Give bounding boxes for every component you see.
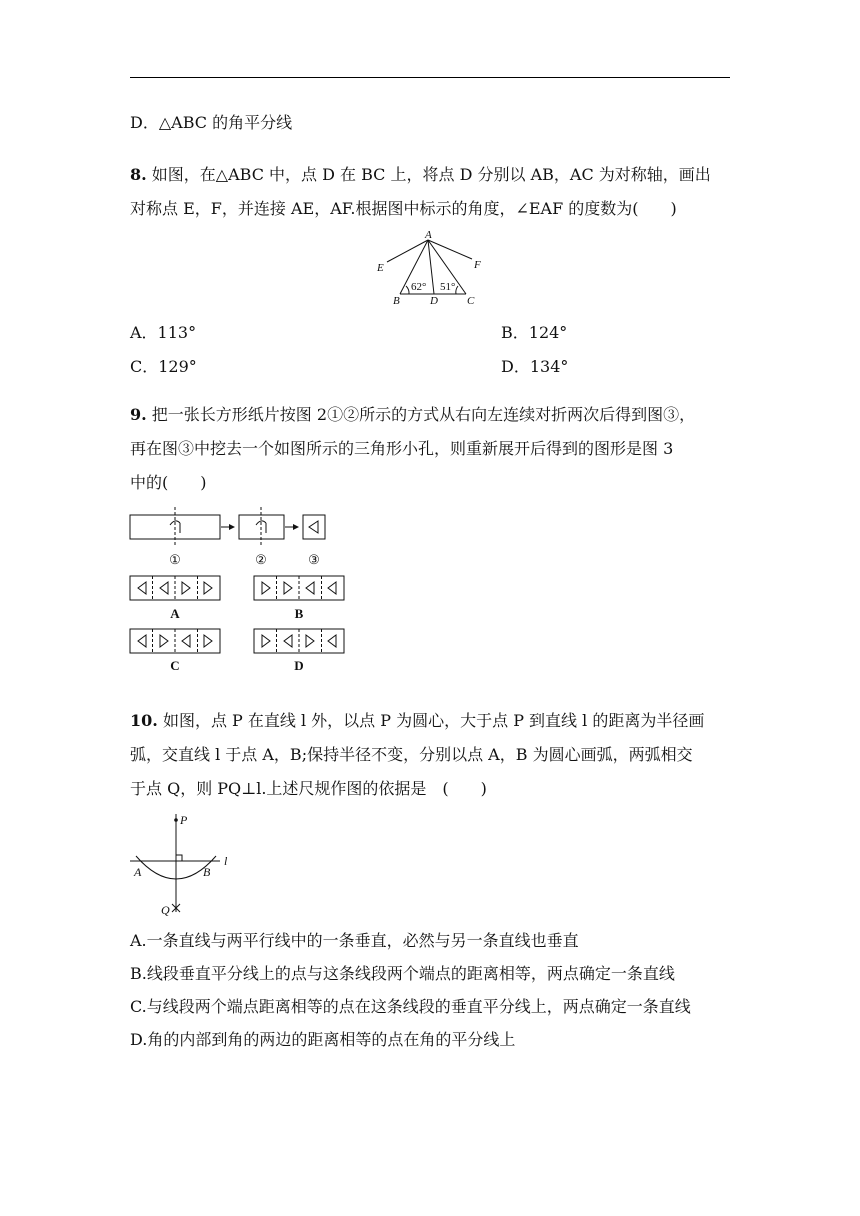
q10-text-1: 如图，点 P 在直线 l 外，以点 P 为圆心，大于点 P 到直线 l 的距离为半径画 — [162, 711, 705, 730]
q10-label-p: P — [180, 813, 188, 827]
q9-text-1: 把一张长方形纸片按图 2①②所示的方式从右向左连续对折两次后得到图③， — [151, 405, 696, 424]
q9-option-b-label[interactable]: B — [294, 606, 304, 621]
q8-options-row-2 — [130, 356, 730, 378]
q9-text-2: 再在图③中挖去一个如图所示的三角形小孔，则重新展开后得到的图形是图 3 — [130, 439, 674, 458]
q9-step-2-label: ② — [255, 552, 267, 567]
header-rule — [130, 77, 730, 78]
q10-label-l: l — [224, 854, 228, 868]
q8-text-2: 对称点 E，F，并连接 AE，AF.根据图中标示的角度，∠EAF 的度数为( ) — [130, 199, 677, 218]
q10-number: 10. — [130, 711, 158, 730]
q10-option-b[interactable]: B.线段垂直平分线上的点与这条线段两个端点的距离相等，两点确定一条直线 — [130, 964, 675, 983]
q8-label-f: F — [474, 259, 481, 271]
q10-label-q: Q — [161, 903, 170, 917]
q10-text-3: 于点 Q，则 PQ⊥l.上述尺规作图的依据是 ( ) — [130, 779, 487, 798]
q9-option-c-label[interactable]: C — [170, 658, 180, 673]
q8-label-e: E — [377, 262, 384, 274]
q10-label-a: A — [134, 865, 142, 879]
q8-angle-b: 62° — [411, 281, 427, 293]
q10-option-a[interactable]: A.一条直线与两平行线中的一条垂直，必然与另一条直线也垂直 — [130, 931, 579, 950]
q9-number: 9. — [130, 405, 147, 424]
q8-figure — [370, 230, 490, 310]
q8-option-d[interactable]: D．134° — [501, 357, 569, 376]
q8-text-1: 如图，在△ABC 中，点 D 在 BC 上，将点 D 分别以 AB，AC 为对称轴，画出 — [151, 165, 711, 184]
q10-option-d[interactable]: D.角的内部到角的两边的距离相等的点在角的平分线上 — [130, 1030, 516, 1049]
q8-label-a: A — [425, 229, 432, 241]
q8-number: 8. — [130, 165, 147, 184]
q8-label-b: B — [393, 295, 400, 307]
q9-option-a-label[interactable]: A — [170, 606, 180, 621]
q10-option-c[interactable]: C.与线段两个端点距离相等的点在这条线段的垂直平分线上，两点确定一条直线 — [130, 997, 691, 1016]
q8-option-b[interactable]: B．124° — [501, 323, 568, 342]
q9-line-1 — [130, 404, 730, 426]
q10-text-2: 弧，交直线 l 于点 A，B;保持半径不变，分别以点 A，B 为圆心画弧，两弧相交 — [130, 745, 693, 764]
q9-step-1-label: ① — [169, 552, 181, 567]
q8-angle-c: 51° — [440, 281, 456, 293]
q8-line-1 — [130, 164, 730, 186]
q8-option-a[interactable]: A．113° — [130, 323, 197, 342]
q7-option-d[interactable]: D．△ABC 的角平分线 — [130, 113, 293, 132]
q9-option-d-label[interactable]: D — [294, 658, 304, 673]
q9-step-3-label: ③ — [308, 552, 320, 567]
q10-label-b: B — [203, 865, 211, 879]
q8-label-c: C — [467, 295, 475, 307]
q8-option-c[interactable]: C．129° — [130, 357, 197, 376]
q8-label-d: D — [430, 295, 438, 307]
q8-options-row-1 — [130, 322, 730, 344]
q9-text-3: 中的( ) — [130, 473, 207, 492]
q10-line-1 — [130, 710, 730, 732]
q10-figure — [128, 810, 238, 920]
q9-figure — [128, 505, 350, 675]
